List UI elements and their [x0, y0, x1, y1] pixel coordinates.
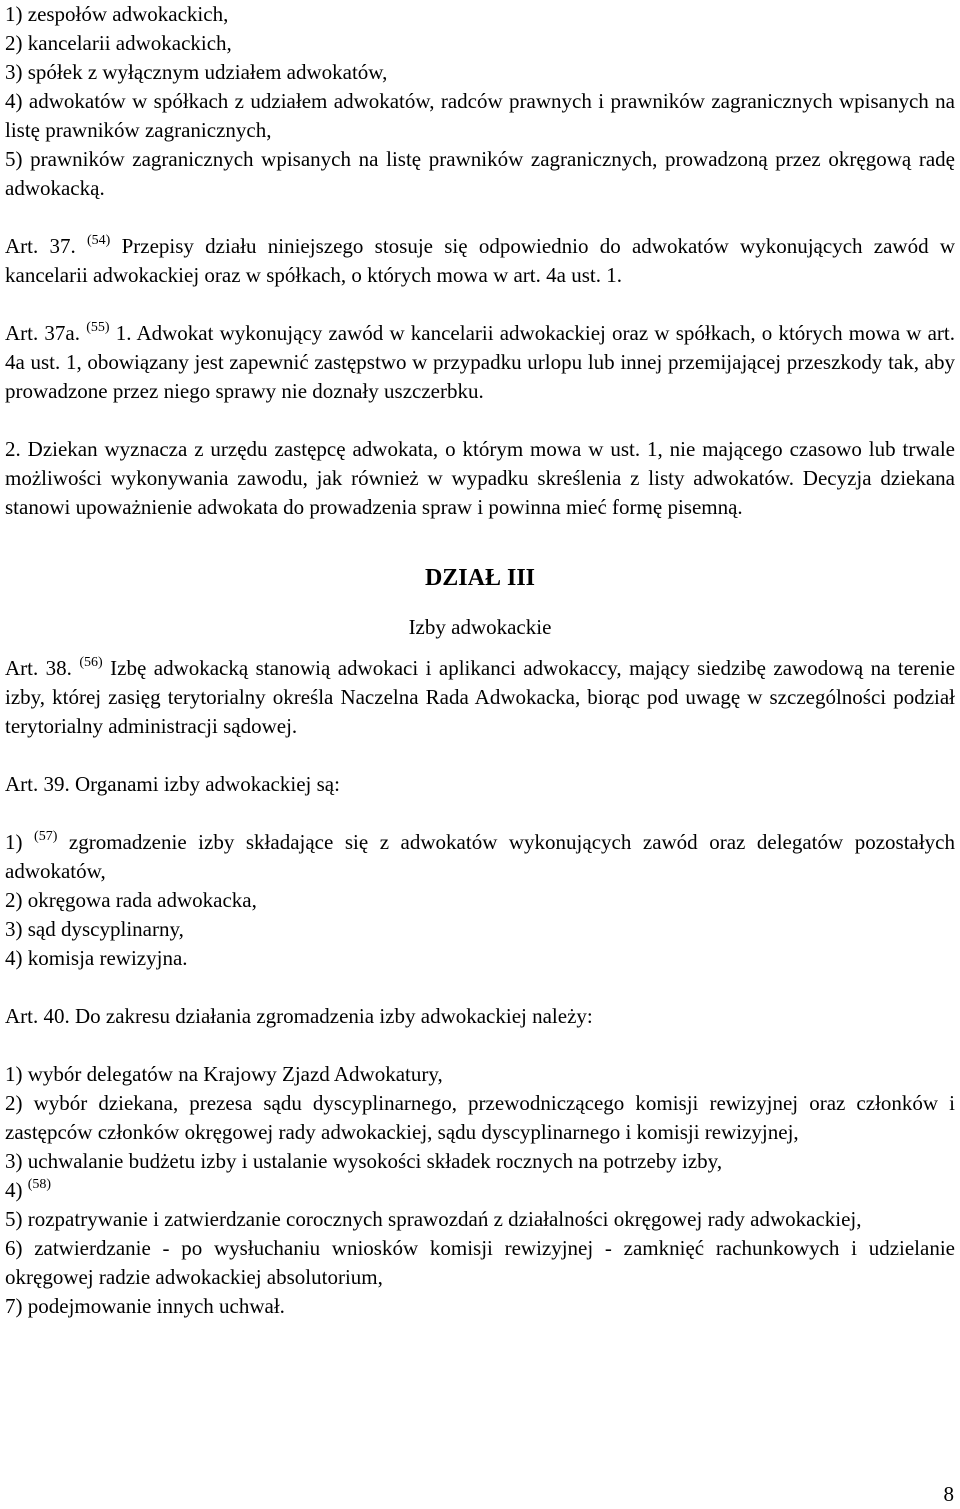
article-37a-par-1	[5, 319, 955, 406]
document-page	[5, 0, 955, 1321]
list-item: 1) zespołów adwokackich,	[5, 2, 229, 26]
list-item: 2) kancelarii adwokackich,	[5, 31, 232, 55]
article-lead: Art. 37a.	[5, 321, 80, 345]
list-item: 4) $^{(58)}$	[5, 1177, 52, 1202]
article-text: 1. Adwokat wykonujący zawód w kancelarii adwokackiej oraz w spółkach, o których mowa w art. 4a ust. 1, obowiązany jest zapewnić zastępstwo w przypadku urlopu lub innej przemijającej przeszkody tak, aby prowadzone przez niego sprawy nie doznały uszczerbku.	[5, 321, 956, 403]
list-item: 6) zatwierdzanie - po wysłuchaniu wniosków komisji rewizyjnej - zamknięć rachunkowych i udzielanie okręgowej radzie adwokackiej absolutorium,	[5, 1236, 955, 1289]
article-37a-par-2: 2. Dziekan wyznacza z urzędu zastępcę adwokata, o którym mowa w ust. 1, nie mającego czasowo lub trwale możliwości wykonywania zawodu, jak również w wypadku skreślenia z listy adwokatów. Decyzja dziekana stanowi upoważnienie adwokata do prowadzenia spraw i powinna mieć formę pisemną.	[5, 437, 955, 519]
list-item: 4) adwokatów w spółkach z udziałem adwokatów, radców prawnych i prawników zagranicznych wpisanych na listę prawników zagranicznych,	[5, 89, 955, 142]
list-item: 1) wybór delegatów na Krajowy Zjazd Adwokatury,	[5, 1062, 443, 1086]
section-title: DZIAŁ III	[424, 565, 536, 591]
article-lead: Art. 37.	[5, 234, 76, 258]
page-number: 8	[943, 1482, 954, 1506]
list-item: 2) wybór dziekana, prezesa sądu dyscyplinarnego, przewodniczącego komisji rewizyjnej oraz członków i zastępców członków okręgowej rady adwokackiej, sądu dyscyplinarnego i komisji rewizyjnej,	[5, 1091, 955, 1144]
list-item: 3) spółek z wyłącznym udziałem adwokatów,	[5, 60, 388, 84]
footnote-ref: (56)	[79, 655, 103, 670]
list-item: 5) rozpatrywanie i zatwierdzanie corocznych sprawozdań z działalności okręgowej rady adwokackiej,	[5, 1207, 862, 1231]
list-item: 2) okręgowa rada adwokacka,	[5, 888, 257, 912]
list-item: 3) uchwalanie budżetu izby i ustalanie wysokości składek rocznych na potrzeby izby,	[5, 1149, 723, 1173]
list-item: 4) komisja rewizyjna.	[5, 946, 188, 970]
footnote-ref: (58)	[27, 1177, 52, 1192]
list-item: 7) podejmowanie innych uchwał.	[5, 1294, 285, 1318]
list-item: 5) prawników zagranicznych wpisanych na listę prawników zagranicznych, prowadzoną przez okręgową radę adwokacką.	[5, 147, 955, 200]
article-39: Art. 39. Organami izby adwokackiej są:	[5, 772, 340, 796]
article-text: Przepisy działu niniejszego stosuje się odpowiednio do adwokatów wykonujących zawód w kancelarii adwokackiej oraz w spółkach, o których mowa w art. 4a ust. 1.	[5, 234, 955, 287]
article-38	[5, 654, 955, 741]
article-40: Art. 40. Do zakresu działania zgromadzenia izby adwokackiej należy:	[5, 1004, 593, 1028]
footnote-ref: (55)	[86, 320, 110, 335]
section-subtitle: Izby adwokackie	[408, 615, 552, 639]
article-lead: Art. 38.	[5, 656, 72, 680]
article-text: Izbę adwokacką stanowią adwokaci i aplikanci adwokaccy, mający siedzibę zawodową na terenie izby, której zasięg terytorialny określa Naczelna Rada Adwokacka, biorąc pod uwagę w szczególności podział terytorialny administracji sądowej.	[5, 656, 956, 738]
list-item: 3) sąd dyscyplinarny,	[5, 917, 184, 941]
list-item: 1) $^{(57)}$ zgromadzenie izby składające się z adwokatów wykonujących zawód oraz delegatów pozostałych adwokatów,	[5, 829, 956, 883]
article-37	[5, 232, 955, 290]
footnote-ref: (54)	[87, 233, 111, 248]
footnote-ref: (57)	[34, 829, 58, 844]
